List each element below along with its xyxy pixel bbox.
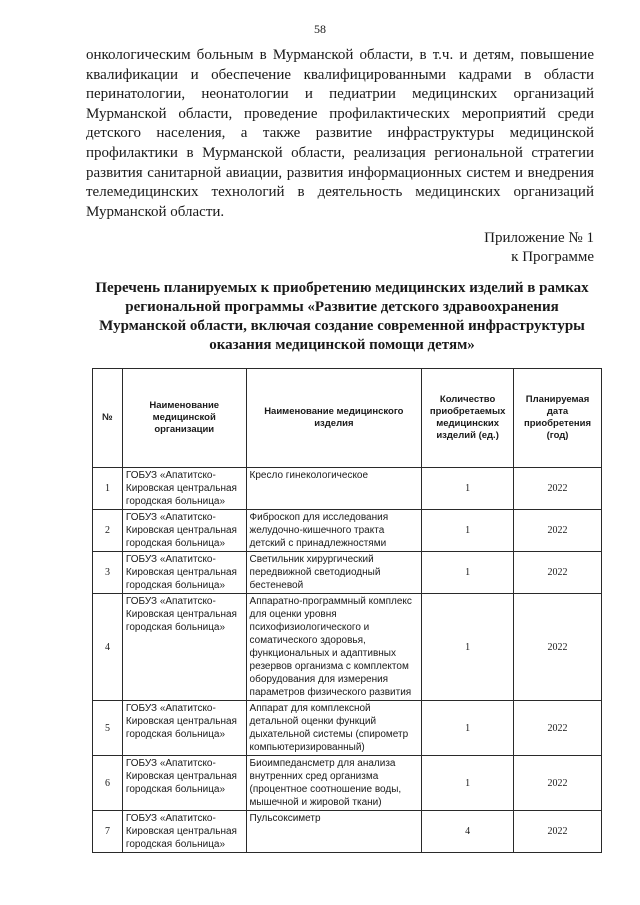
row-year: 2022 (514, 701, 602, 756)
row-year: 2022 (514, 756, 602, 811)
appendix-line-2: к Программе (511, 249, 594, 265)
row-year: 2022 (514, 510, 602, 552)
row-number: 7 (93, 811, 123, 853)
row-number: 2 (93, 510, 123, 552)
row-device: Аппаратно-программный комплекс для оценки уровня психофизиологического и соматического здоровья, функциональных и адаптивных резервов организма с комплектом оборудования для измерения параметров физического развития (246, 594, 422, 701)
row-number: 1 (93, 468, 123, 510)
header-number: № (93, 369, 123, 468)
row-quantity: 1 (422, 701, 514, 756)
medical-devices-table (92, 368, 602, 853)
row-number: 6 (93, 756, 123, 811)
header-quantity: Количество приобретаемых медицинских изделий (ед.) (422, 369, 514, 468)
appendix-line-1: Приложение № 1 (484, 230, 594, 246)
header-year: Планируемая дата приобретения (год) (514, 369, 602, 468)
row-number: 4 (93, 594, 123, 701)
table-row (93, 552, 602, 594)
row-quantity: 1 (422, 756, 514, 811)
row-number: 5 (93, 701, 123, 756)
row-quantity: 1 (422, 510, 514, 552)
row-number: 3 (93, 552, 123, 594)
row-year: 2022 (514, 552, 602, 594)
row-organization: ГОБУЗ «Апатитско-Кировская центральная городская больница» (122, 701, 246, 756)
row-device: Биоимпедансметр для анализа внутренних сред организма (процентное соотношение воды, мышечной и жировой ткани) (246, 756, 422, 811)
table-row (93, 756, 602, 811)
row-organization: ГОБУЗ «Апатитско-Кировская центральная городская больница» (122, 552, 246, 594)
row-device: Пульсоксиметр (246, 811, 422, 853)
appendix-note (484, 229, 594, 267)
row-device: Кресло гинекологическое (246, 468, 422, 510)
table-header-row (93, 369, 602, 468)
table-row (93, 510, 602, 552)
table-row (93, 701, 602, 756)
row-quantity: 1 (422, 552, 514, 594)
row-organization: ГОБУЗ «Апатитско-Кировская центральная городская больница» (122, 594, 246, 701)
row-organization: ГОБУЗ «Апатитско-Кировская центральная городская больница» (122, 811, 246, 853)
row-device: Светильник хирургический передвижной светодиодный бестеневой (246, 552, 422, 594)
document-title: Перечень планируемых к приобретению медицинских изделий в рамках региональной программы «Развитие детского здравоохранения Мурманской области, включая создание современной инфраструктуры оказания медицинской помощи детям» (95, 280, 589, 353)
row-organization: ГОБУЗ «Апатитско-Кировская центральная городская больница» (122, 510, 246, 552)
page-number: 58 (314, 22, 326, 36)
row-organization: ГОБУЗ «Апатитско-Кировская центральная городская больница» (122, 756, 246, 811)
row-year: 2022 (514, 468, 602, 510)
row-year: 2022 (514, 594, 602, 701)
row-year: 2022 (514, 811, 602, 853)
table-row (93, 811, 602, 853)
row-quantity: 1 (422, 468, 514, 510)
body-paragraph: онкологическим больным в Мурманской области, в т.ч. и детям, повышение квалификации и обеспечение квалифицированными кадрами в области перинатологии, неонатологии и педиатрии медицинских организаций Мурманской области, проведение профилактических мероприятий среди детского населения, а также развитие инфраструктуры медицинской профилактики в Мурманской области, реализация региональной стратегии развития санитарной авиации, развития информационных систем и внедрения телемедицинских технологий в деятельность медицинских организаций Мурманской области. (86, 47, 594, 220)
row-organization: ГОБУЗ «Апатитско-Кировская центральная городская больница» (122, 468, 246, 510)
table-row (93, 594, 602, 701)
row-quantity: 4 (422, 811, 514, 853)
header-device: Наименование медицинского изделия (246, 369, 422, 468)
row-quantity: 1 (422, 594, 514, 701)
header-organization: Наименование медицинской организации (122, 369, 246, 468)
row-device: Фиброскоп для исследования желудочно-кишечного тракта детский с принадлежностями (246, 510, 422, 552)
row-device: Аппарат для комплексной детальной оценки функций дыхательной системы (спирометр компьютеризированный) (246, 701, 422, 756)
table-row (93, 468, 602, 510)
